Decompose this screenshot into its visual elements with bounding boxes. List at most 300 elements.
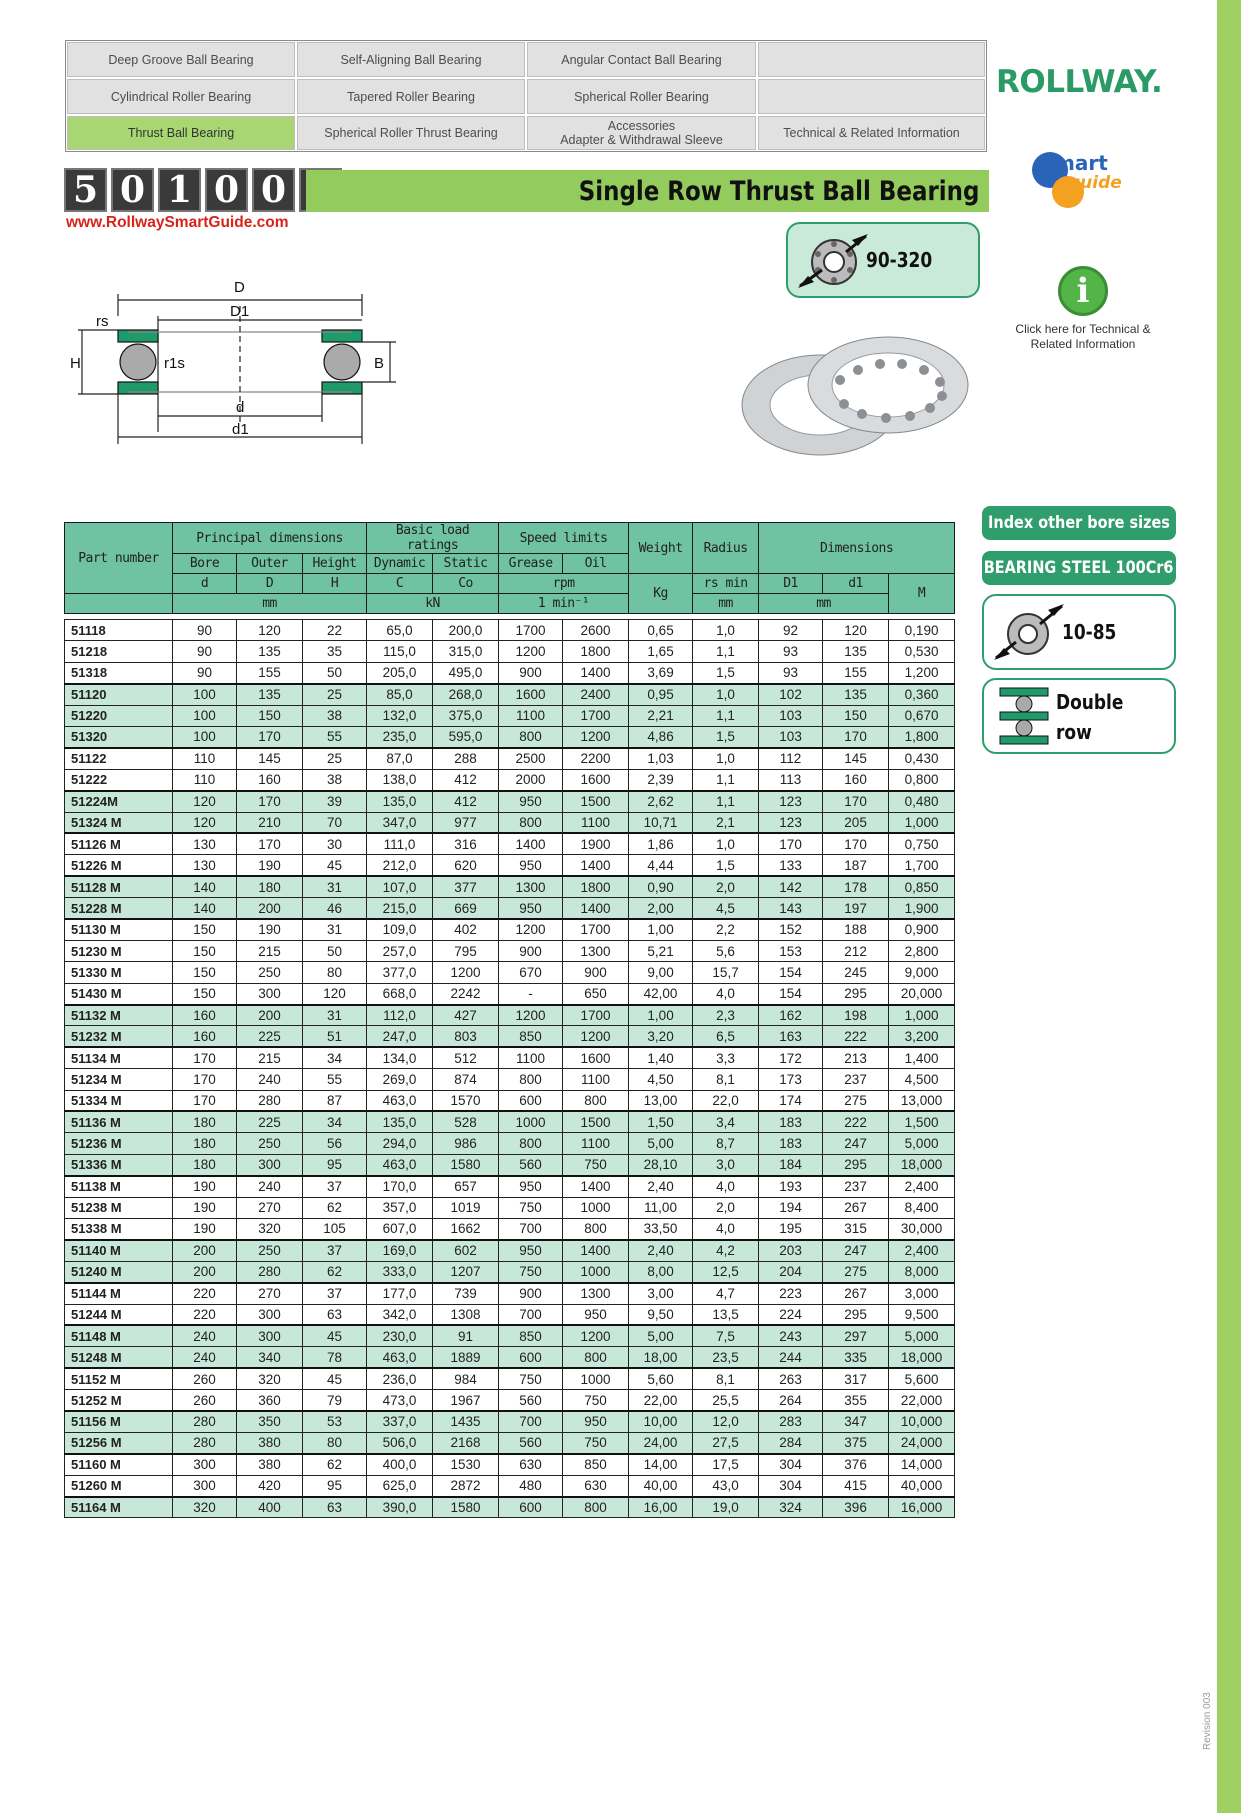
nav-item-empty [757,41,986,78]
table-cell: 30 [303,833,367,854]
table-cell: 95 [303,1154,367,1175]
header-principal: Principal dimensions [173,523,367,554]
table-cell: 178 [823,876,889,897]
table-cell: 669 [433,898,499,919]
index-other-bores-button[interactable] [982,506,1176,540]
bearing-data-table [64,522,954,1518]
website-link[interactable]: www.RollwaySmartGuide.com [66,214,289,231]
table-cell: 295 [823,1304,889,1325]
header-height: Height [303,554,367,574]
table-cell: 607,0 [367,1218,433,1239]
table-cell: 150 [173,962,237,983]
table-cell: 795 [433,940,499,961]
table-cell: 3,000 [889,1283,955,1304]
table-cell: 160 [173,1026,237,1047]
table-cell: 222 [823,1111,889,1132]
table-cell: 22 [303,620,367,641]
table-cell: 315 [823,1218,889,1239]
table-cell: 1889 [433,1347,499,1368]
table-cell: 560 [499,1432,563,1453]
table-cell: 215 [237,1047,303,1068]
table-cell: 294,0 [367,1133,433,1154]
table-cell: 269,0 [367,1069,433,1090]
nav-item-spherical-roller-thrust-bearing[interactable]: Spherical Roller Thrust Bearing [296,115,526,151]
table-cell: 103 [759,705,823,726]
header-sym-d1: d1 [823,574,889,594]
table-cell: 4,44 [629,855,693,876]
table-cell: 1200 [563,1325,629,1346]
table-cell: 427 [433,1005,499,1026]
table-cell: 25 [303,748,367,769]
table-cell: 197 [823,898,889,919]
table-cell: 1400 [563,855,629,876]
table-cell: 2200 [563,748,629,769]
table-cell: 9,50 [629,1304,693,1325]
table-cell: 204 [759,1261,823,1282]
table-cell: 9,00 [629,962,693,983]
table-cell: 200,0 [433,620,499,641]
header-unit-mm-r: mm [693,594,759,614]
table-cell: 950 [499,1240,563,1261]
table-cell: 350 [237,1411,303,1432]
table-cell: 190 [237,919,303,940]
table-cell: 14,00 [629,1454,693,1475]
table-cell: 2242 [433,983,499,1004]
table-cell: 247 [823,1240,889,1261]
table-row [65,1026,955,1047]
table-cell: 1000 [563,1197,629,1218]
table-cell: 2,21 [629,705,693,726]
table-cell: 188 [823,919,889,940]
table-cell: 225 [237,1111,303,1132]
part-number-cell: 51318 [65,662,173,683]
table-cell: 155 [823,662,889,683]
part-number-cell: 51224M [65,791,173,812]
table-cell: 1400 [499,833,563,854]
table-row [65,662,955,683]
table-row [65,791,955,812]
table-cell: 160 [823,769,889,790]
table-cell: 1207 [433,1261,499,1282]
table-cell: 38 [303,769,367,790]
table-cell: 243 [759,1325,823,1346]
header-blank [65,594,173,614]
table-cell: 194 [759,1197,823,1218]
table-cell: 280 [237,1261,303,1282]
table-cell: 87,0 [367,748,433,769]
table-cell: 267 [823,1197,889,1218]
table-cell: 50 [303,940,367,961]
table-cell: 473,0 [367,1390,433,1411]
table-cell: 17,5 [693,1454,759,1475]
table-cell: 1,700 [889,855,955,876]
table-cell: 4,86 [629,726,693,747]
table-cell: 950 [499,898,563,919]
table-cell: 8,000 [889,1261,955,1282]
page-title: Single Row Thrust Ball Bearing [578,175,979,207]
table-cell: 172 [759,1047,823,1068]
table-cell: 190 [173,1218,237,1239]
table-cell: 213 [823,1047,889,1068]
part-number-cell: 51260 M [65,1475,173,1496]
table-cell: 380 [237,1432,303,1453]
table-cell: 280 [237,1090,303,1111]
table-cell: 100 [173,705,237,726]
table-cell: 115,0 [367,641,433,662]
table-cell: 283 [759,1411,823,1432]
table-cell: 135,0 [367,791,433,812]
table-cell: 240 [173,1347,237,1368]
table-cell: 205 [823,812,889,833]
table-cell: 300 [237,1154,303,1175]
smart-guide-logo [1028,148,1138,218]
table-cell: 1100 [563,1133,629,1154]
table-cell: 295 [823,1154,889,1175]
table-row [65,962,955,983]
table-cell: 800 [563,1218,629,1239]
table-cell: 91 [433,1325,499,1346]
table-row [65,1069,955,1090]
table-cell: 4,0 [693,1218,759,1239]
header-sym-Co: Co [433,574,499,594]
table-cell: 154 [759,962,823,983]
table-cell: 120 [823,620,889,641]
table-cell: 53 [303,1411,367,1432]
table-cell: 1600 [563,769,629,790]
title-bar [306,170,989,212]
nav-item-cylindrical-roller-bearing[interactable]: Cylindrical Roller Bearing [66,78,296,115]
table-cell: 750 [563,1432,629,1453]
table-cell: 800 [499,1133,563,1154]
table-cell: 2500 [499,748,563,769]
header-speed: Speed limits [499,523,629,554]
nav-item-technical-related-information[interactable]: Technical & Related Information [757,115,986,151]
table-cell: 2,39 [629,769,693,790]
table-cell: 31 [303,919,367,940]
table-cell: 1500 [563,1111,629,1132]
header-weight: Weight [629,523,693,574]
bearing-steel-button[interactable] [982,551,1176,585]
table-cell: 34 [303,1111,367,1132]
part-number-cell: 51236 M [65,1133,173,1154]
table-cell: 8,1 [693,1069,759,1090]
table-cell: 190 [173,1176,237,1197]
table-cell: 225 [237,1026,303,1047]
part-number-cell: 51430 M [65,983,173,1004]
table-row [65,726,955,747]
table-cell: 35 [303,641,367,662]
table-cell: 198 [823,1005,889,1026]
table-cell: 170 [237,791,303,812]
table-cell: 0,800 [889,769,955,790]
table-cell: 602 [433,1240,499,1261]
table-cell: 170,0 [367,1176,433,1197]
table-cell: 240 [173,1325,237,1346]
table-cell: 34 [303,1047,367,1068]
table-cell: 14,000 [889,1454,955,1475]
table-row [65,1111,955,1132]
part-number-cell: 51134 M [65,1047,173,1068]
table-cell: 212 [823,940,889,961]
table-cell: 750 [563,1154,629,1175]
nav-item-spherical-roller-bearing[interactable]: Spherical Roller Bearing [526,78,757,115]
table-cell: 65,0 [367,620,433,641]
table-cell: 300 [237,1304,303,1325]
table-cell: 110 [173,769,237,790]
table-cell: 0,360 [889,684,955,705]
table-cell: 1,5 [693,855,759,876]
other-bore-range-link[interactable] [982,594,1176,670]
table-cell: 12,0 [693,1411,759,1432]
table-cell: 92 [759,620,823,641]
table-cell: 170 [237,833,303,854]
table-cell: 900 [499,940,563,961]
table-cell: 3,00 [629,1283,693,1304]
table-cell: 1,65 [629,641,693,662]
table-cell: 739 [433,1283,499,1304]
table-cell: 1,0 [693,684,759,705]
table-cell: 133 [759,855,823,876]
table-cell: 4,500 [889,1069,955,1090]
table-cell: 28,10 [629,1154,693,1175]
table-cell: 3,69 [629,662,693,683]
table-cell: 347,0 [367,812,433,833]
table-cell: 85,0 [367,684,433,705]
table-cell: 170 [237,726,303,747]
table-row [65,769,955,790]
table-cell: 173 [759,1069,823,1090]
header-bore: Bore [173,554,237,574]
table-cell: 300 [237,1325,303,1346]
table-cell: 183 [759,1111,823,1132]
header-dynamic: Dynamic [367,554,433,574]
ring-range-icon [990,600,1068,664]
table-cell: 3,3 [693,1047,759,1068]
table-cell: 1,800 [889,726,955,747]
table-cell: 650 [563,983,629,1004]
table-cell: 16,00 [629,1497,693,1518]
table-cell: 2,2 [693,919,759,940]
table-cell: 250 [237,1240,303,1261]
table-cell: 123 [759,791,823,812]
table-row [65,1454,955,1475]
table-cell: 700 [499,1304,563,1325]
table-row [65,898,955,919]
part-number-cell: 51136 M [65,1111,173,1132]
table-cell: 1100 [499,705,563,726]
table-cell: 180 [173,1154,237,1175]
table-cell: 977 [433,812,499,833]
header-radius: Radius [693,523,759,574]
table-cell: - [499,983,563,1004]
part-number-cell: 51228 M [65,898,173,919]
table-cell: 1700 [563,919,629,940]
bearing-cross-section-drawing [70,272,410,452]
table-cell: 203 [759,1240,823,1261]
table-cell: 900 [499,662,563,683]
table-cell: 0,530 [889,641,955,662]
table-row [65,855,955,876]
table-cell: 2,62 [629,791,693,812]
table-cell: 13,00 [629,1090,693,1111]
nav-item-tapered-roller-bearing[interactable]: Tapered Roller Bearing [296,78,526,115]
table-cell: 240 [237,1069,303,1090]
nav-item-angular-contact-ball-bearing[interactable]: Angular Contact Ball Bearing [526,41,757,78]
table-cell: 111,0 [367,833,433,854]
table-cell: 177,0 [367,1283,433,1304]
table-cell: 275 [823,1261,889,1282]
table-cell: 1,00 [629,919,693,940]
table-cell: 1,1 [693,769,759,790]
series-code-char: 0 [111,168,154,212]
table-row [65,1411,955,1432]
table-cell: 174 [759,1090,823,1111]
ring-range-icon [794,230,872,292]
table-cell: 750 [499,1368,563,1389]
table-cell: 90 [173,620,237,641]
table-row [65,1005,955,1026]
header-unit-min: 1 min⁻¹ [499,594,629,614]
table-cell: 340 [237,1347,303,1368]
table-cell: 143 [759,898,823,919]
table-row [65,1325,955,1346]
table-cell: 1570 [433,1090,499,1111]
table-cell: 38 [303,705,367,726]
part-number-cell: 51234 M [65,1069,173,1090]
table-cell: 187 [823,855,889,876]
table-cell: 5,60 [629,1368,693,1389]
part-number-cell: 51138 M [65,1176,173,1197]
table-cell: 25 [303,684,367,705]
table-cell: 1800 [563,876,629,897]
table-cell: 135,0 [367,1111,433,1132]
table-cell: 150 [173,983,237,1004]
nav-item-deep-groove-ball-bearing[interactable]: Deep Groove Ball Bearing [66,41,296,78]
table-cell: 90 [173,641,237,662]
header-outer: Outer [237,554,303,574]
table-cell: 169,0 [367,1240,433,1261]
bearing-photo [740,330,970,460]
table-cell: 1100 [563,1069,629,1090]
table-cell: 268,0 [433,684,499,705]
part-number-cell: 51164 M [65,1497,173,1518]
table-cell: 800 [499,812,563,833]
table-cell: 463,0 [367,1090,433,1111]
table-cell: 1580 [433,1497,499,1518]
table-cell: 950 [499,791,563,812]
table-row [65,1176,955,1197]
table-cell: 1580 [433,1154,499,1175]
table-cell: 1300 [563,940,629,961]
part-number-cell: 51156 M [65,1411,173,1432]
table-cell: 8,400 [889,1197,955,1218]
table-cell: 900 [499,1283,563,1304]
table-row [65,1154,955,1175]
table-cell: 2168 [433,1432,499,1453]
header-sym-C: C [367,574,433,594]
part-number-cell: 51330 M [65,962,173,983]
table-cell: 750 [499,1261,563,1282]
table-cell: 315,0 [433,641,499,662]
table-cell: 46 [303,898,367,919]
table-cell: 154 [759,983,823,1004]
table-cell: 163 [759,1026,823,1047]
table-cell: 30,000 [889,1218,955,1239]
table-cell: 80 [303,1432,367,1453]
table-cell: 984 [433,1368,499,1389]
series-code-char: 0 [205,168,248,212]
nav-item-self-aligning-ball-bearing[interactable]: Self-Aligning Ball Bearing [296,41,526,78]
table-cell: 630 [563,1475,629,1496]
table-cell: 40,000 [889,1475,955,1496]
table-cell: 320 [237,1218,303,1239]
part-number-cell: 51222 [65,769,173,790]
table-cell: 4,2 [693,1240,759,1261]
table-cell: 900 [563,962,629,983]
table-cell: 5,6 [693,940,759,961]
part-number-cell: 51336 M [65,1154,173,1175]
table-cell: 620 [433,855,499,876]
info-text[interactable]: Click here for Technical & Related Information [1015,322,1151,351]
table-cell: 135 [823,684,889,705]
header-dimensions: Dimensions [759,523,955,574]
table-cell: 37 [303,1176,367,1197]
nav-item-accessories-adapter-withdrawal-sleeve[interactable]: Accessories Adapter & Withdrawal Sleeve [526,115,757,151]
table-cell: 18,000 [889,1154,955,1175]
label-d1: d1 [232,421,249,438]
table-cell: 135 [237,641,303,662]
table-cell: 93 [759,641,823,662]
table-cell: 355 [823,1390,889,1411]
table-cell: 257,0 [367,940,433,961]
table-cell: 1,5 [693,662,759,683]
table-row [65,1133,955,1154]
table-row [65,1283,955,1304]
part-number-cell: 51226 M [65,855,173,876]
header-M: M [889,574,955,614]
table-cell: 20,000 [889,983,955,1004]
table-cell: 850 [499,1026,563,1047]
table-cell: 220 [173,1304,237,1325]
table-cell: 112 [759,748,823,769]
info-icon[interactable]: i [1058,266,1108,316]
table-cell: 22,0 [693,1090,759,1111]
table-cell: 150 [173,919,237,940]
label-d: d [236,399,245,416]
table-cell: 130 [173,833,237,854]
table-cell: 0,90 [629,876,693,897]
table-cell: 560 [499,1154,563,1175]
table-cell: 24,00 [629,1432,693,1453]
table-cell: 0,850 [889,876,955,897]
smart-logo-line2: guide [1068,173,1122,193]
table-cell: 1000 [563,1368,629,1389]
table-cell: 2872 [433,1475,499,1496]
table-cell: 105 [303,1218,367,1239]
nav-item-thrust-ball-bearing[interactable]: Thrust Ball Bearing [66,115,296,151]
table-cell: 247 [823,1133,889,1154]
part-number-cell: 51244 M [65,1304,173,1325]
table-cell: 320 [173,1497,237,1518]
table-cell: 145 [237,748,303,769]
double-row-link[interactable] [982,678,1176,754]
table-cell: 412 [433,769,499,790]
label-D: D [234,279,245,296]
table-cell: 27,5 [693,1432,759,1453]
header-grease: Grease [499,554,563,574]
table-cell: 495,0 [433,662,499,683]
table-cell: 33,50 [629,1218,693,1239]
